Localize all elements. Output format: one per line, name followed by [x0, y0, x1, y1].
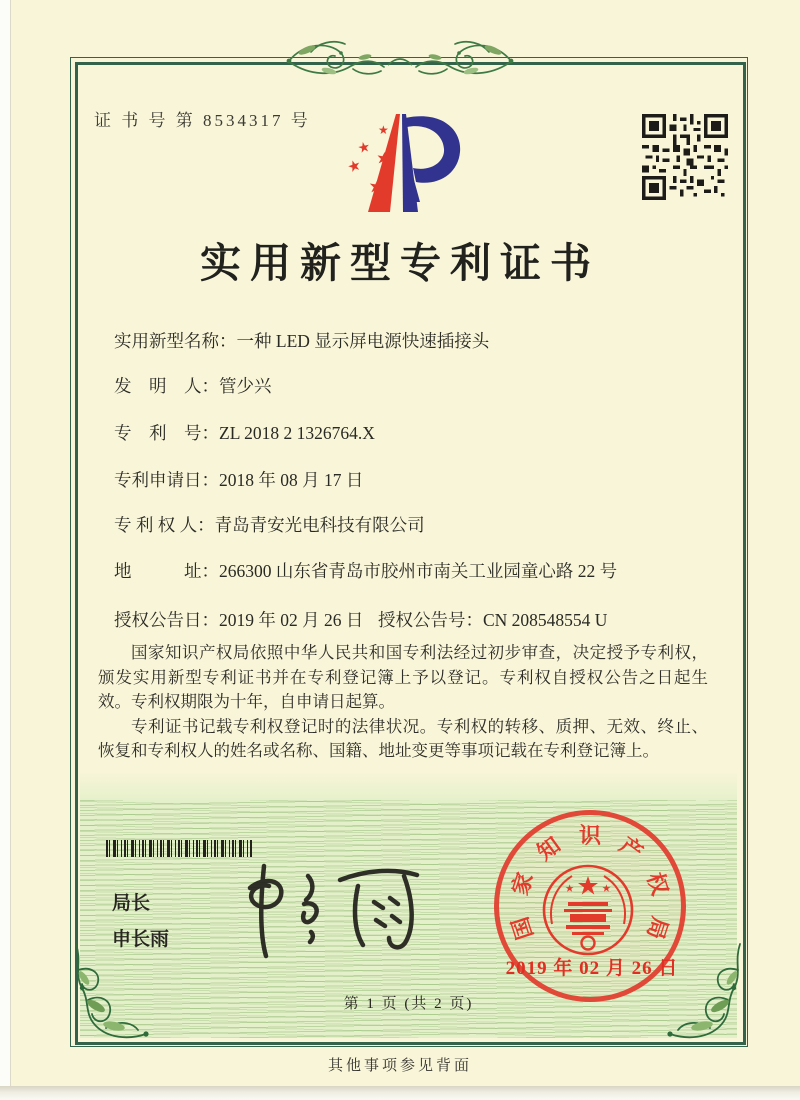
- qr-code-icon: [642, 114, 728, 200]
- field-label: 专 利 号：: [114, 423, 219, 443]
- legal-paragraph: 专利证书记载专利权登记时的法律状况。专利权的转移、质押、无效、终止、恢复和专利权人的姓名或名称、国籍、地址变更等事项记载在专利登记簿上。: [98, 716, 708, 760]
- field-grant-date: [114, 607, 714, 632]
- seal-char: 权: [642, 869, 673, 899]
- field-value: 一种 LED 显示屏电源快速插接头: [236, 331, 490, 351]
- field-value: 2018 年 08 月 17 日: [219, 470, 364, 490]
- scan-edge-bottom: [0, 1086, 800, 1100]
- director-handwritten-signature-icon: [208, 850, 438, 968]
- field-label: 发 明 人：: [114, 376, 219, 396]
- logo-star: ★: [356, 139, 372, 158]
- field-value: 266300 山东省青岛市胶州市南关工业园童心路 22 号: [219, 561, 618, 581]
- seal-char: 家: [507, 869, 538, 899]
- logo-star: ★: [374, 147, 393, 170]
- field-address: [114, 558, 714, 583]
- china-national-emblem-icon: [540, 862, 636, 958]
- field-grant-publication-number: [378, 607, 607, 632]
- scan-edge-left: [0, 0, 11, 1100]
- logo-star: ★: [345, 157, 364, 177]
- field-value: 管少兴: [219, 376, 272, 396]
- seal-char: 国: [507, 913, 538, 943]
- seal-date: 2019 年 02 月 26 日: [505, 958, 679, 979]
- field-label: 授权公告日：: [114, 610, 219, 630]
- page-number: 第 1 页 (共 2 页): [343, 996, 474, 1012]
- seal-char: 局: [642, 913, 673, 943]
- seal-char: 识: [578, 823, 601, 848]
- logo-p-mark: [345, 110, 478, 216]
- field-value: ZL 2018 2 1326764.X: [219, 423, 375, 443]
- field-patent-number: [114, 420, 714, 445]
- field-value: 2019 年 02 月 26 日: [219, 610, 364, 630]
- field-label: 授权公告号：: [378, 610, 483, 630]
- field-value: CN 208548554 U: [483, 610, 608, 630]
- certificate-number: 证 书 号 第 8534317 号: [94, 111, 311, 130]
- cnipa-ip-logo-icon: [345, 110, 478, 216]
- field-label: 实用新型名称：: [114, 331, 237, 351]
- seal-char: 知: [532, 832, 565, 866]
- logo-star: ★: [378, 123, 389, 137]
- field-label: 地 址：: [114, 561, 219, 581]
- logo-star: ★: [366, 175, 387, 200]
- field-utility-model-name: [114, 328, 714, 353]
- director-title: 局长: [112, 893, 151, 914]
- green-dragon-flourish-icon: [283, 33, 517, 87]
- field-patentee: [114, 512, 714, 537]
- page-title: 实用新型专利证书: [200, 240, 600, 286]
- director-name: 申长雨: [112, 929, 170, 950]
- field-label: 专 利 权 人：: [114, 515, 215, 535]
- footer-note: 其他事项参见背面: [327, 1058, 472, 1074]
- seal-char: 产: [615, 832, 648, 866]
- field-value: 青岛青安光电科技有限公司: [214, 515, 425, 535]
- legal-text: [98, 641, 708, 764]
- field-label: 专利申请日：: [114, 470, 219, 490]
- field-inventor: [114, 373, 714, 398]
- field-filing-date: [114, 467, 714, 492]
- legal-paragraph: 国家知识产权局依照中华人民共和国专利法经过初步审查，决定授予专利权，颁发实用新型专利证书并在专利登记簿上予以登记。专利权自授权公告之日起生效。专利权期限为十年，自申请日起算。: [98, 643, 708, 711]
